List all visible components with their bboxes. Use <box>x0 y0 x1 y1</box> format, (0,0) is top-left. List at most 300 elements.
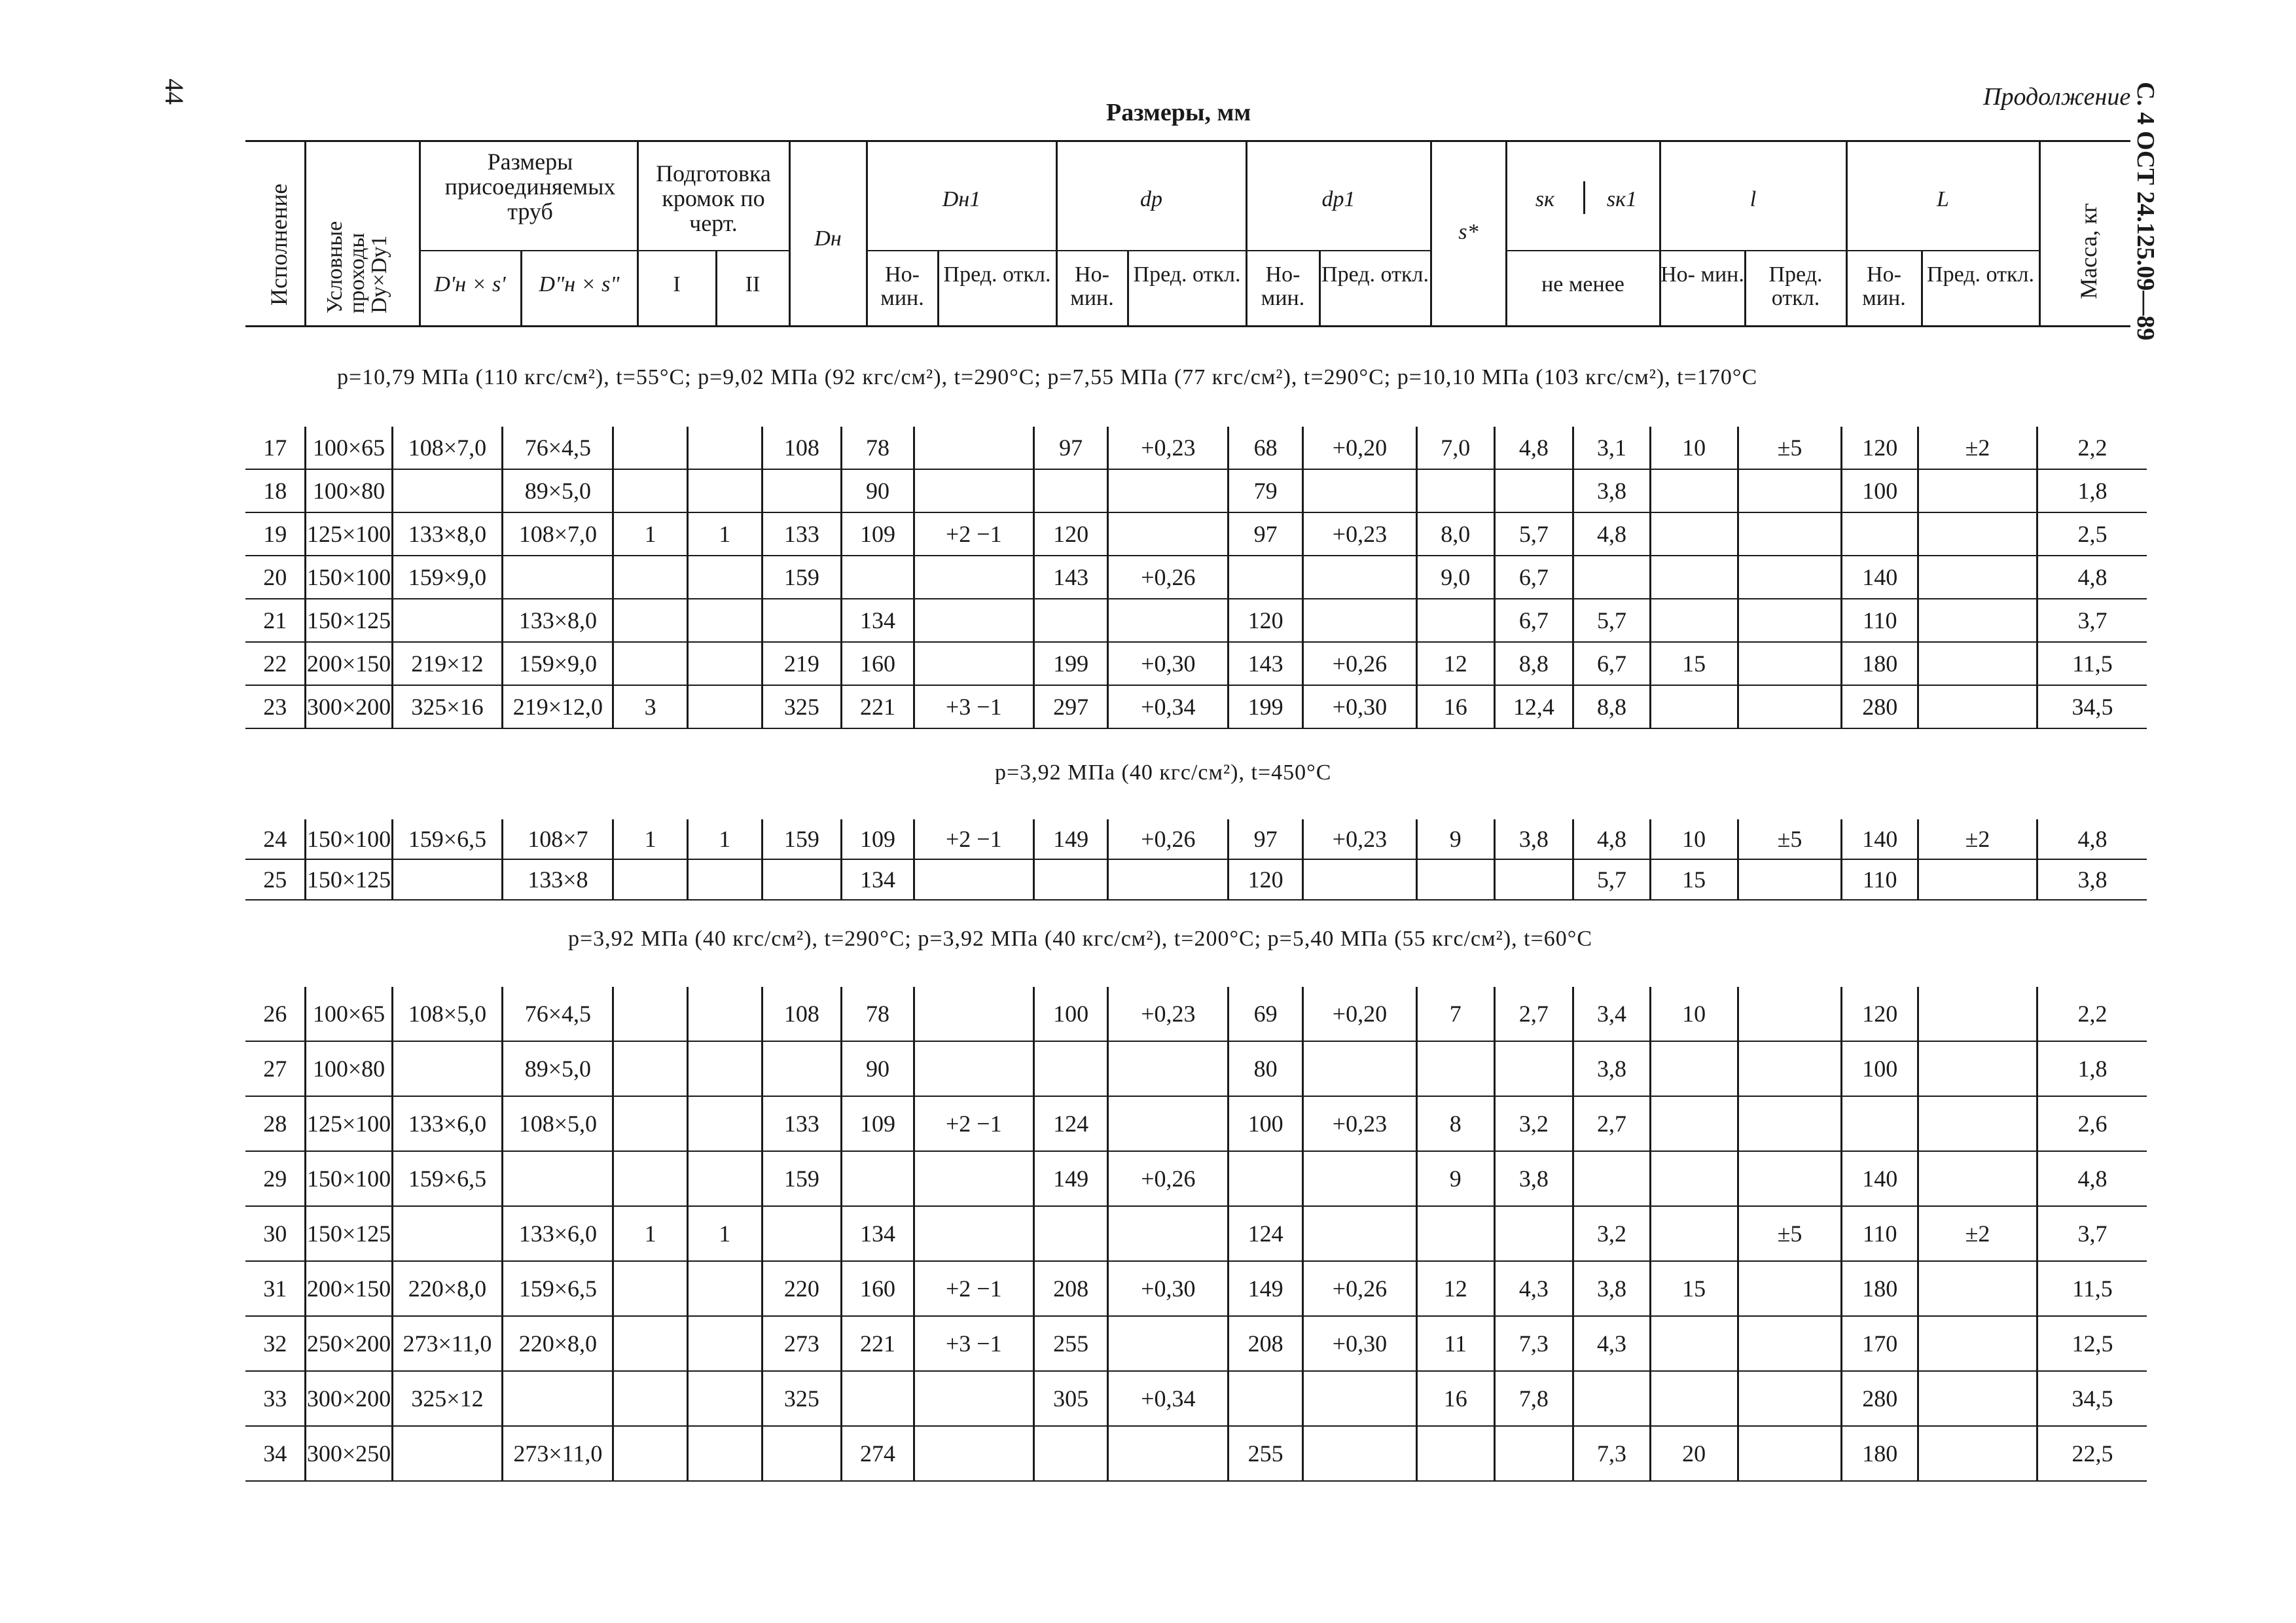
table-cell <box>914 642 1033 685</box>
table-cell <box>914 987 1033 1041</box>
table-cell: 8,8 <box>1494 642 1573 685</box>
table-cell: 108×7,0 <box>503 512 613 556</box>
table-cell: 108×7,0 <box>392 427 503 469</box>
table-row <box>245 987 2147 1041</box>
table-cell <box>1108 1096 1229 1151</box>
table-cell <box>1650 1151 1738 1206</box>
table-cell: 250×200 <box>306 1316 392 1371</box>
table-cell <box>613 1261 688 1316</box>
table-cell <box>1229 1371 1303 1426</box>
table-cell <box>1918 642 2037 685</box>
table-cell: +2 −1 <box>914 1261 1033 1316</box>
table-cell <box>914 427 1033 469</box>
table-cell: 325 <box>762 1371 842 1426</box>
table-cell <box>613 427 688 469</box>
table-cell: ±2 <box>1918 427 2037 469</box>
table-cell <box>613 556 688 599</box>
table-cell: 109 <box>842 1096 914 1151</box>
table-cell: 133×8 <box>503 859 613 900</box>
table-cell: 69 <box>1229 987 1303 1041</box>
table-cell <box>687 599 762 642</box>
table-cell: 2,2 <box>2037 427 2147 469</box>
table-cell <box>613 859 688 900</box>
table-cell: 124 <box>1229 1206 1303 1261</box>
table-cell: 180 <box>1842 642 1918 685</box>
table-cell: 200×150 <box>306 642 392 685</box>
table-cell: 150×100 <box>306 819 392 859</box>
table-cell: 5,7 <box>1573 599 1651 642</box>
table-cell: 20 <box>263 564 287 590</box>
table-cell <box>613 1316 688 1371</box>
table-cell <box>1650 512 1738 556</box>
table-row <box>245 1261 2147 1316</box>
data-block-3 <box>245 987 2147 1482</box>
table-cell <box>687 1261 762 1316</box>
table-cell: 11,5 <box>2037 642 2147 685</box>
table-cell: 159×9,0 <box>503 642 613 685</box>
table-cell: 7,3 <box>1573 1426 1651 1481</box>
table-cell <box>1108 859 1229 900</box>
table-cell <box>1738 859 1842 900</box>
table-cell: 33 <box>263 1385 287 1412</box>
table-cell: 149 <box>1229 1261 1303 1316</box>
table-cell: 221 <box>842 685 914 728</box>
table-cell <box>1302 469 1416 512</box>
table-cell <box>687 1096 762 1151</box>
table-cell <box>1918 469 2037 512</box>
table-cell: ±2 <box>1918 1206 2037 1261</box>
table-cell: 2,5 <box>2037 512 2147 556</box>
table-cell: 3,4 <box>1573 987 1651 1041</box>
table-cell: 3,7 <box>2037 599 2147 642</box>
header-L: L <box>1937 187 1949 211</box>
table-cell: 11,5 <box>2037 1261 2147 1316</box>
table-cell: 34 <box>263 1440 287 1467</box>
table-cell <box>1302 1206 1416 1261</box>
table-cell: 100 <box>1229 1096 1303 1151</box>
table-cell: 15 <box>1650 1261 1738 1316</box>
header-sk: sк <box>1535 187 1555 211</box>
table-cell <box>1494 859 1573 900</box>
table-cell: 3,8 <box>1573 1261 1651 1316</box>
table-cell <box>1842 1096 1918 1151</box>
table-cell: 3,8 <box>1573 1041 1651 1096</box>
table-cell <box>1573 556 1651 599</box>
table-row <box>245 512 2147 556</box>
table-cell <box>1738 512 1842 556</box>
table-cell: 78 <box>842 987 914 1041</box>
table-row <box>245 685 2147 728</box>
table-cell: 97 <box>1229 819 1303 859</box>
table-cell <box>687 1371 762 1426</box>
table-cell: +2 −1 <box>914 819 1033 859</box>
table-cell: 134 <box>842 599 914 642</box>
table-cell: 27 <box>263 1056 287 1082</box>
table-cell: 7,0 <box>1416 427 1494 469</box>
standard-side-label: С. 4 ОСТ 24.125.09—89 <box>2132 82 2159 341</box>
table-cell <box>1918 1096 2037 1151</box>
table-cell: 208 <box>1229 1316 1303 1371</box>
table-cell: 219×12,0 <box>503 685 613 728</box>
table-cell <box>613 987 688 1041</box>
table-cell <box>1302 1041 1416 1096</box>
header-pipe-a: D'н × s' <box>434 272 506 296</box>
table-cell <box>1494 469 1573 512</box>
table-cell: 1 <box>687 1206 762 1261</box>
table-cell <box>1738 1316 1842 1371</box>
table-cell: +0,34 <box>1108 1371 1229 1426</box>
table-cell <box>613 1151 688 1206</box>
table-row <box>245 427 2147 469</box>
table-cell: 9 <box>1416 819 1494 859</box>
table-cell: 108 <box>762 427 842 469</box>
header-prep-1: I <box>673 272 681 296</box>
table-row <box>245 642 2147 685</box>
table-cell: 124 <box>1033 1096 1108 1151</box>
condition-line-2: p=3,92 МПа (40 кгс/см²), t=450°С <box>995 760 1332 785</box>
table-cell: 150×125 <box>306 859 392 900</box>
table-cell: 219×12 <box>392 642 503 685</box>
table-cell <box>914 859 1033 900</box>
header-not-less: не менее <box>1541 272 1624 296</box>
table-cell <box>613 1426 688 1481</box>
table-row <box>245 469 2147 512</box>
table-cell: 7,3 <box>1494 1316 1573 1371</box>
table-cell <box>392 1426 503 1481</box>
table-cell: 4,8 <box>2037 1151 2147 1206</box>
table-cell <box>392 469 503 512</box>
table-cell: 140 <box>1842 556 1918 599</box>
table-cell <box>1416 1041 1494 1096</box>
table-cell <box>1918 556 2037 599</box>
table-cell: 32 <box>263 1330 287 1357</box>
table-cell <box>762 469 842 512</box>
table-cell <box>1302 1371 1416 1426</box>
table-cell: 150×125 <box>306 599 392 642</box>
table-cell: +0,30 <box>1108 1261 1229 1316</box>
table-cell: 90 <box>842 1041 914 1096</box>
table-cell <box>1033 469 1108 512</box>
table-cell: 159×6,5 <box>503 1261 613 1316</box>
table-cell <box>687 1041 762 1096</box>
table-cell: 2,7 <box>1573 1096 1651 1151</box>
table-cell: 1 <box>613 512 688 556</box>
table-cell: 34,5 <box>2037 1371 2147 1426</box>
table-cell: 12 <box>1416 642 1494 685</box>
header-prep: Подготовка кромок по черт. <box>656 160 771 236</box>
table-cell: 4,8 <box>2037 819 2147 859</box>
table-cell <box>914 1041 1033 1096</box>
table-cell: 180 <box>1842 1261 1918 1316</box>
table-cell: 120 <box>1842 427 1918 469</box>
table-cell: 134 <box>842 1206 914 1261</box>
table-cell: 6,7 <box>1573 642 1651 685</box>
table-cell: 22,5 <box>2037 1426 2147 1481</box>
table-cell <box>687 427 762 469</box>
table-cell <box>1108 512 1229 556</box>
header-pipe-b: D"н × s" <box>539 272 620 296</box>
table-cell: 159 <box>762 1151 842 1206</box>
table-cell: 22 <box>263 651 287 677</box>
table-cell: 12,5 <box>2037 1316 2147 1371</box>
table-cell: 220×8,0 <box>392 1261 503 1316</box>
table-row <box>245 599 2147 642</box>
table-cell <box>392 859 503 900</box>
table-cell: 97 <box>1033 427 1108 469</box>
table-cell: 160 <box>842 1261 914 1316</box>
condition-line-3: p=3,92 МПа (40 кгс/см²), t=290°С; p=3,92 МПа (40 кгс/см²), t=200°С; p=5,40 МПа (55 кгс/см²), t=60°С <box>568 927 1593 951</box>
table-cell <box>1494 1041 1573 1096</box>
table-cell: 108 <box>762 987 842 1041</box>
table-cell <box>687 1151 762 1206</box>
table-cell <box>1302 599 1416 642</box>
table-cell <box>1918 1261 2037 1316</box>
table-cell <box>1738 1096 1842 1151</box>
table-cell <box>1738 556 1842 599</box>
table-cell: 68 <box>1229 427 1303 469</box>
table-cell <box>1650 556 1738 599</box>
table-cell <box>1302 1426 1416 1481</box>
table-cell: 25 <box>263 866 287 893</box>
table-cell: 125×100 <box>306 512 392 556</box>
table-cell: 108×7 <box>503 819 613 859</box>
table-cell <box>1650 685 1738 728</box>
header-mass: Масса, кг <box>2075 203 2102 299</box>
table-cell: 160 <box>842 642 914 685</box>
table-cell <box>1033 1426 1108 1481</box>
header-tol: Пред. откл. <box>1321 262 1429 287</box>
table-cell <box>1738 1371 1842 1426</box>
table-cell <box>503 1371 613 1426</box>
table-cell <box>687 642 762 685</box>
table-cell: +0,34 <box>1108 685 1229 728</box>
table-cell: 159×6,5 <box>392 819 503 859</box>
table-row <box>245 1151 2147 1206</box>
table-cell: 109 <box>842 512 914 556</box>
table-title: Размеры, мм <box>1106 99 1251 126</box>
header-prep-2: II <box>745 272 761 296</box>
table-cell <box>1108 1316 1229 1371</box>
table-row <box>245 1206 2147 1261</box>
table-cell <box>1416 1206 1494 1261</box>
table-cell: 10 <box>1650 427 1738 469</box>
table-row <box>245 556 2147 599</box>
table-cell: 100×65 <box>306 427 392 469</box>
table-cell <box>1229 556 1303 599</box>
table-cell: 17 <box>263 435 287 461</box>
table-cell: 4,8 <box>1573 819 1651 859</box>
table-cell <box>1108 469 1229 512</box>
table-cell <box>1033 1041 1108 1096</box>
table-cell: 108×5,0 <box>503 1096 613 1151</box>
table-cell: 280 <box>1842 1371 1918 1426</box>
table-cell: 110 <box>1842 1206 1918 1261</box>
table-cell: 1,8 <box>2037 1041 2147 1096</box>
table-cell: 9,0 <box>1416 556 1494 599</box>
table-cell <box>1918 685 2037 728</box>
table-cell: 325×12 <box>392 1371 503 1426</box>
table-cell <box>1650 469 1738 512</box>
table-cell: 274 <box>842 1426 914 1481</box>
table-row <box>245 859 2147 900</box>
table-cell <box>1738 642 1842 685</box>
table-cell <box>1918 1151 2037 1206</box>
table-cell: 26 <box>263 1001 287 1027</box>
table-cell: +0,26 <box>1108 556 1229 599</box>
table-cell: 149 <box>1033 1151 1108 1206</box>
header-nom: Но- мин. <box>880 262 924 310</box>
table-cell <box>687 987 762 1041</box>
table-row <box>245 1316 2147 1371</box>
table-cell: +0,20 <box>1302 987 1416 1041</box>
table-cell <box>392 1041 503 1096</box>
table-cell <box>1738 599 1842 642</box>
header-tol: Пред. откл. <box>1768 262 1823 310</box>
table-cell <box>762 599 842 642</box>
table-cell: +2 −1 <box>914 1096 1033 1151</box>
table-cell: 9 <box>1416 1151 1494 1206</box>
table-cell: +0,20 <box>1302 427 1416 469</box>
table-cell: 89×5,0 <box>503 1041 613 1096</box>
table-cell: 325 <box>762 685 842 728</box>
table-cell: +0,26 <box>1302 1261 1416 1316</box>
table-cell <box>1416 1426 1494 1481</box>
table-cell: 133 <box>762 512 842 556</box>
table-cell <box>842 1371 914 1426</box>
table-cell <box>1918 1041 2037 1096</box>
table-cell: 125×100 <box>306 1096 392 1151</box>
table-cell: 219 <box>762 642 842 685</box>
table-cell: 120 <box>1229 599 1303 642</box>
table-cell: 3,8 <box>1573 469 1651 512</box>
table-cell: +3 −1 <box>914 685 1033 728</box>
data-block-1 <box>245 427 2147 729</box>
table-cell <box>1302 556 1416 599</box>
table-cell <box>613 1096 688 1151</box>
table-cell <box>1494 1206 1573 1261</box>
table-header <box>245 140 2130 327</box>
table-cell: 159×6,5 <box>392 1151 503 1206</box>
table-cell <box>1573 1371 1651 1426</box>
table-cell <box>1738 1261 1842 1316</box>
header-dn: Dн <box>814 226 842 251</box>
table-cell: 28 <box>263 1111 287 1137</box>
table-cell: 2,6 <box>2037 1096 2147 1151</box>
table-cell <box>842 556 914 599</box>
table-cell: 79 <box>1229 469 1303 512</box>
table-cell <box>1738 987 1842 1041</box>
table-cell: 220 <box>762 1261 842 1316</box>
table-cell: 15 <box>1650 642 1738 685</box>
table-cell: ±5 <box>1738 427 1842 469</box>
table-cell: 100×80 <box>306 1041 392 1096</box>
table-cell <box>914 1371 1033 1426</box>
table-cell: 34,5 <box>2037 685 2147 728</box>
table-cell: 120 <box>1842 987 1918 1041</box>
table-cell <box>1229 1151 1303 1206</box>
table-cell: 4,8 <box>2037 556 2147 599</box>
table-cell: 31 <box>263 1275 287 1302</box>
table-cell <box>1918 987 2037 1041</box>
table-cell <box>1738 469 1842 512</box>
table-cell: 221 <box>842 1316 914 1371</box>
header-dp: dр <box>1140 187 1162 211</box>
table-cell: 90 <box>842 469 914 512</box>
table-cell: 3,8 <box>1494 819 1573 859</box>
table-cell: 273×11,0 <box>392 1316 503 1371</box>
table-cell: 80 <box>1229 1041 1303 1096</box>
table-cell: ±5 <box>1738 819 1842 859</box>
table-cell <box>1918 1426 2037 1481</box>
table-cell: +0,30 <box>1302 1316 1416 1371</box>
table-cell: 143 <box>1033 556 1108 599</box>
table-cell: 20 <box>1650 1426 1738 1481</box>
table-cell <box>762 1206 842 1261</box>
table-cell <box>1033 1206 1108 1261</box>
table-cell <box>1918 1316 2037 1371</box>
table-row <box>245 1041 2147 1096</box>
table-cell <box>1918 859 2037 900</box>
table-cell: 29 <box>263 1166 287 1192</box>
table-cell: 220×8,0 <box>503 1316 613 1371</box>
table-cell: +0,26 <box>1108 1151 1229 1206</box>
table-cell: +0,30 <box>1302 685 1416 728</box>
table-cell: 208 <box>1033 1261 1108 1316</box>
table-cell: 4,3 <box>1494 1261 1573 1316</box>
table-row <box>245 1371 2147 1426</box>
table-cell: 273 <box>762 1316 842 1371</box>
table-cell: 150×100 <box>306 1151 392 1206</box>
table-cell <box>1108 599 1229 642</box>
table-cell <box>762 859 842 900</box>
table-cell: 4,3 <box>1573 1316 1651 1371</box>
table-cell <box>687 1426 762 1481</box>
table-cell: 15 <box>1650 859 1738 900</box>
table-cell: 199 <box>1033 642 1108 685</box>
table-cell <box>1918 512 2037 556</box>
header-passes: Условные проходы Dу×Dу1 <box>323 221 391 313</box>
table-cell <box>392 599 503 642</box>
table-cell <box>613 1371 688 1426</box>
table-cell <box>1738 1041 1842 1096</box>
table-cell: 100 <box>1842 1041 1918 1096</box>
table-cell: 100×80 <box>306 469 392 512</box>
table-cell <box>1494 1426 1573 1481</box>
table-cell: 133×6,0 <box>503 1206 613 1261</box>
table-cell: 4,8 <box>1494 427 1573 469</box>
table-cell: 10 <box>1650 819 1738 859</box>
table-row <box>245 1426 2147 1481</box>
table-cell <box>503 1151 613 1206</box>
header-nom: Но- мин. <box>1261 262 1305 310</box>
table-cell <box>1108 1041 1229 1096</box>
table-cell: +0,26 <box>1108 819 1229 859</box>
table-cell: +0,23 <box>1108 427 1229 469</box>
table-cell <box>914 1151 1033 1206</box>
table-cell <box>687 685 762 728</box>
table-cell: 3,8 <box>2037 859 2147 900</box>
header-dn1: Dн1 <box>942 187 981 211</box>
table-cell: +0,23 <box>1302 1096 1416 1151</box>
table-cell: 297 <box>1033 685 1108 728</box>
table-cell: 6,7 <box>1494 556 1573 599</box>
table-cell: 300×200 <box>306 685 392 728</box>
table-cell: 300×250 <box>306 1426 392 1481</box>
table-cell <box>1108 1426 1229 1481</box>
table-cell <box>1650 1206 1738 1261</box>
data-block-2 <box>245 819 2147 901</box>
table-cell: 199 <box>1229 685 1303 728</box>
